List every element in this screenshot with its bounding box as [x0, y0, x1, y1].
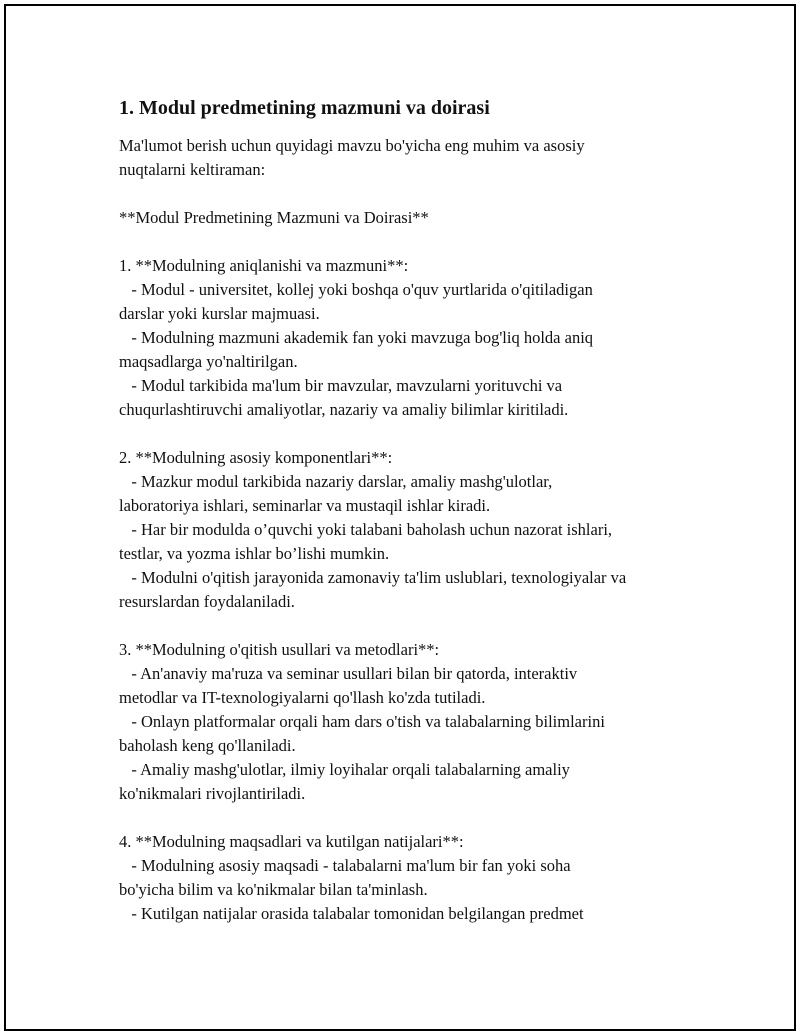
section-1-line: darslar yoki kurslar majmuasi.: [119, 304, 320, 323]
section-4-line: - Kutilgan natijalar orasida talabalar tomonidan belgilangan predmet: [119, 904, 584, 923]
section-3-line: metodlar va IT-texnologiyalarni qo'llash ko'zda tutiladi.: [119, 688, 486, 707]
section-4-line: bo'yicha bilim va ko'nikmalar bilan ta'minlash.: [119, 880, 428, 899]
section-2-line: - Modulni o'qitish jarayonida zamonaviy ta'lim uslublari, texnologiyalar va: [119, 568, 627, 587]
section-2-line: 2. **Modulning asosiy komponentlari**:: [119, 448, 393, 467]
section-3-line: 3. **Modulning o'qitish usullari va metodlari**:: [119, 640, 440, 659]
section-3-line: - Amaliy mashg'ulotlar, ilmiy loyihalar orqali talabalarning amaliy: [119, 760, 570, 779]
intro-line: nuqtalarni keltiraman:: [119, 160, 266, 179]
section-3-line: - Onlayn platformalar orqali ham dars o'tish va talabalarning bilimlarini: [119, 712, 605, 731]
document-body: [119, 94, 719, 926]
spacer: [119, 182, 719, 206]
section-3-line: - An'anaviy ma'ruza va seminar usullari bilan bir qatorda, interaktiv: [119, 664, 578, 683]
spacer: [119, 230, 719, 254]
section-3-line: baholash keng qo'llaniladi.: [119, 736, 296, 755]
section-heading: **Modul Predmetining Mazmuni va Doirasi**: [119, 208, 429, 227]
section-3-line: ko'nikmalari rivojlantiriladi.: [119, 784, 306, 803]
section-2-line: - Har bir modulda o’quvchi yoki talabani baholash uchun nazorat ishlari,: [119, 520, 613, 539]
section-2-line: - Mazkur modul tarkibida nazariy darslar, amaliy mashg'ulotlar,: [119, 472, 553, 491]
intro-line: Ma'lumot berish uchun quyidagi mavzu bo'yicha eng muhim va asosiy: [119, 136, 585, 155]
section-1-line: - Modulning mazmuni akademik fan yoki mavzuga bog'liq holda aniq: [119, 328, 594, 347]
document-page: [4, 4, 796, 1031]
section-1-line: - Modul tarkibida ma'lum bir mavzular, mavzularni yorituvchi va: [119, 376, 563, 395]
section-2-line: resurslardan foydalaniladi.: [119, 592, 295, 611]
section-1-line: chuqurlashtiruvchi amaliyotlar, nazariy va amaliy bilimlar kiritiladi.: [119, 400, 569, 419]
section-1-line: 1. **Modulning aniqlanishi va mazmuni**:: [119, 256, 409, 275]
section-4-line: 4. **Modulning maqsadlari va kutilgan natijalari**:: [119, 832, 464, 851]
spacer: [119, 806, 719, 830]
section-1-line: maqsadlarga yo'naltirilgan.: [119, 352, 298, 371]
spacer: [119, 614, 719, 638]
spacer: [119, 422, 719, 446]
section-4-line: - Modulning asosiy maqsadi - talabalarni ma'lum bir fan yoki soha: [119, 856, 571, 875]
document-title: 1. Modul predmetining mazmuni va doirasi: [119, 97, 490, 119]
section-1-line: - Modul - universitet, kollej yoki boshqa o'quv yurtlarida o'qitiladigan: [119, 280, 593, 299]
section-2-line: laboratoriya ishlari, seminarlar va mustaqil ishlar kiradi.: [119, 496, 491, 515]
section-2-line: testlar, va yozma ishlar bo’lishi mumkin.: [119, 544, 390, 563]
